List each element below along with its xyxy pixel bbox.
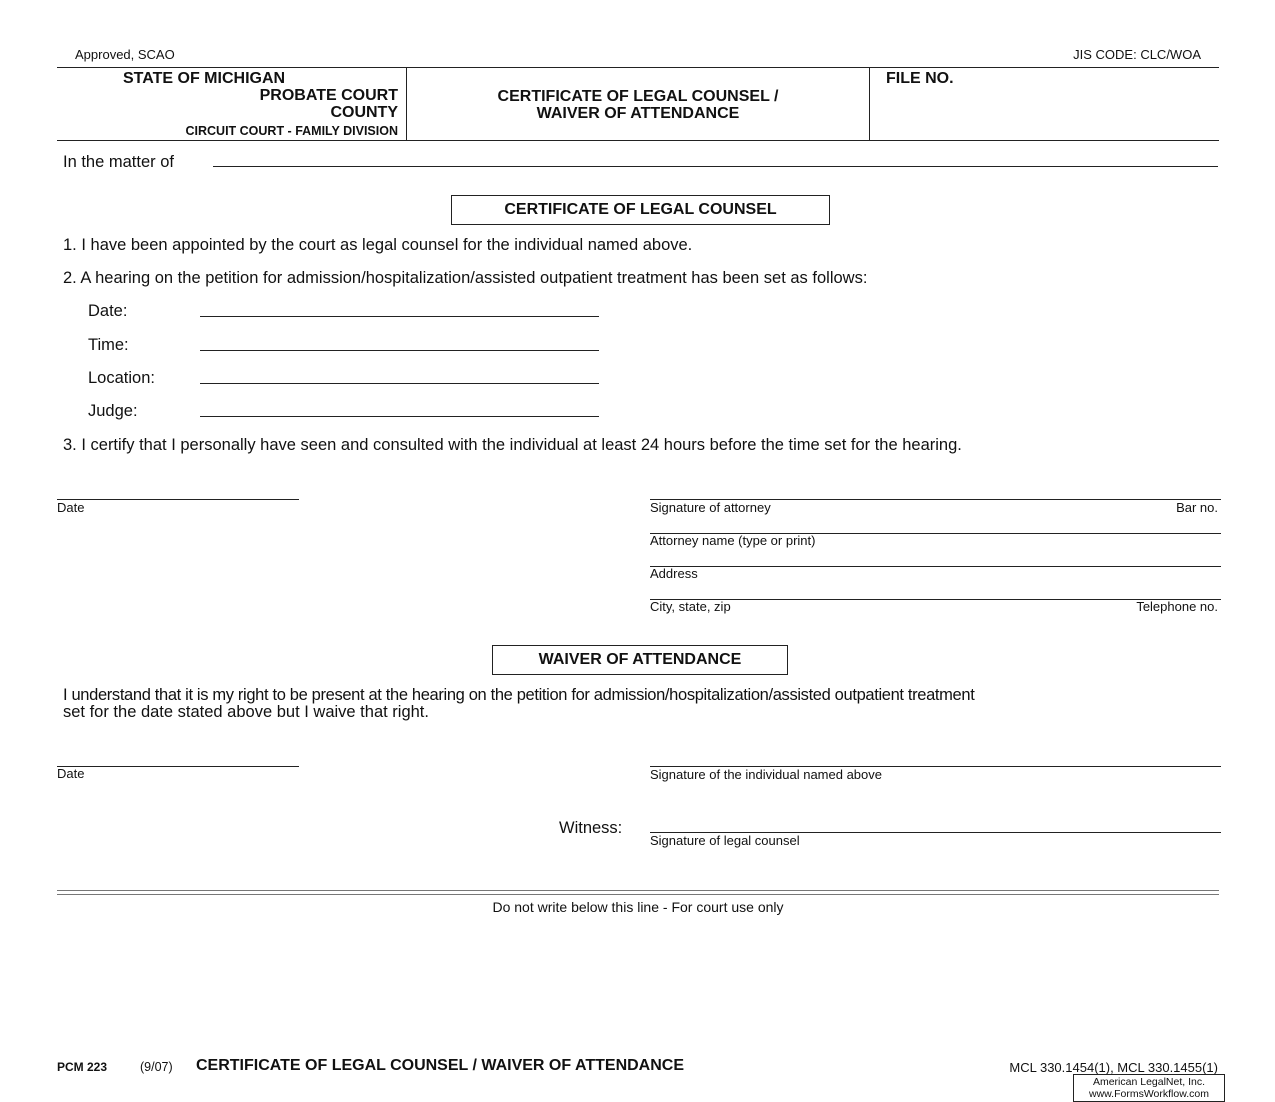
bar-no-label: Bar no. [1176, 500, 1218, 515]
hearing-location-input[interactable] [200, 365, 599, 384]
attorney-city-label: City, state, zip [650, 599, 731, 614]
circuit-court-label: CIRCUIT COURT - FAMILY DIVISION [185, 124, 398, 138]
attorney-address-label: Address [650, 566, 698, 581]
county-label: COUNTY [330, 104, 398, 121]
form-title-line2: WAIVER OF ATTENDANCE [536, 105, 740, 122]
hearing-location-label: Location: [88, 369, 155, 387]
file-no-label: FILE NO. [886, 70, 954, 87]
form-revision: (9/07) [140, 1060, 173, 1074]
form-number: PCM 223 [57, 1060, 108, 1074]
state-label: STATE OF MICHIGAN [123, 70, 286, 87]
certificate-item-2: 2. A hearing on the petition for admission/hospitalization/assisted outpatient treatment has been set as follows: [63, 269, 868, 287]
hearing-date-input[interactable] [200, 298, 599, 317]
hearing-judge-label: Judge: [88, 402, 138, 420]
court-use-text: Do not write below this line - For court use only [492, 899, 784, 915]
hearing-time-label: Time: [88, 336, 129, 354]
badge-line-1: American LegalNet, Inc. [1092, 1076, 1206, 1088]
attorney-address-line[interactable] [650, 566, 1221, 567]
badge-line-2: www.FormsWorkflow.com [1089, 1088, 1209, 1100]
hearing-judge-input[interactable] [200, 398, 599, 417]
attorney-date-label: Date [57, 500, 85, 515]
header-top-rule [57, 67, 1219, 68]
waiver-date-line[interactable] [57, 766, 299, 767]
individual-signature-label: Signature of the individual named above [650, 767, 882, 782]
mcl-reference: MCL 330.1454(1), MCL 330.1455(1) [1009, 1060, 1218, 1075]
certificate-item-3: 3. I certify that I personally have seen and consulted with the individual at least 24 hours before the time set for the hearing. [63, 436, 962, 454]
header-divider-right [869, 67, 870, 140]
telephone-label: Telephone no. [1136, 599, 1218, 614]
waiver-text-line1: I understand that it is my right to be present at the hearing on the petition for admission/hospitalization/assisted outpatient treatment [63, 686, 975, 704]
attorney-signature-label: Signature of attorney [650, 500, 771, 515]
footer-title: CERTIFICATE OF LEGAL COUNSEL / WAIVER OF ATTENDANCE [196, 1057, 685, 1074]
waiver-date-label: Date [57, 766, 85, 781]
legalnet-badge[interactable] [1073, 1074, 1225, 1102]
waiver-text-line2: set for the date stated above but I waive that right. [63, 703, 429, 721]
court-use-rule-2 [57, 894, 1219, 895]
attorney-date-line[interactable] [57, 499, 299, 500]
certificate-item-1: 1. I have been appointed by the court as legal counsel for the individual named above. [63, 236, 693, 254]
approved-text: Approved, SCAO [75, 47, 175, 62]
probate-court-label: PROBATE COURT [259, 87, 398, 104]
hearing-time-input[interactable] [200, 332, 599, 351]
attorney-name-label: Attorney name (type or print) [650, 533, 816, 548]
header-bottom-rule [57, 140, 1219, 141]
form-title-line1: CERTIFICATE OF LEGAL COUNSEL / [497, 88, 779, 105]
counsel-signature-label: Signature of legal counsel [650, 833, 800, 848]
matter-label: In the matter of [63, 153, 174, 171]
court-use-rule-1 [57, 890, 1219, 891]
matter-input[interactable] [213, 148, 1218, 167]
witness-label: Witness: [559, 819, 623, 837]
certificate-heading: CERTIFICATE OF LEGAL COUNSEL [451, 195, 830, 225]
hearing-date-label: Date: [88, 302, 128, 320]
waiver-heading: WAIVER OF ATTENDANCE [492, 645, 788, 675]
jis-code: JIS CODE: CLC/WOA [1073, 47, 1201, 62]
